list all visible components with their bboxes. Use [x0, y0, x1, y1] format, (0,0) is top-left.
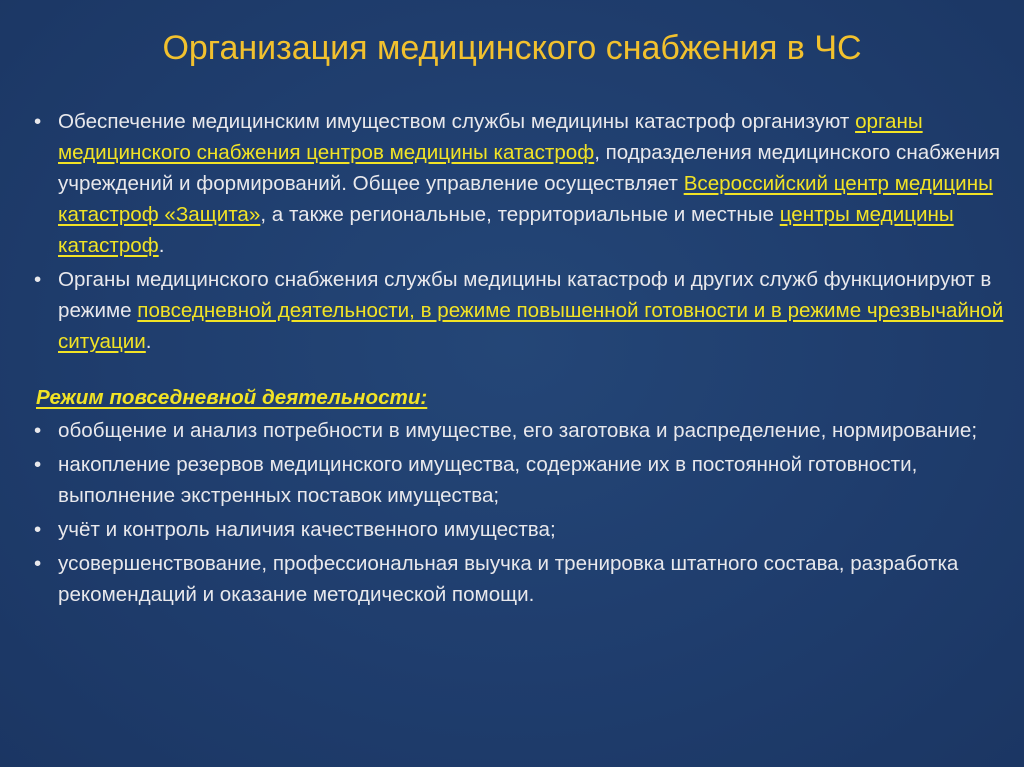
- list-item-text: обобщение и анализ потребности в имуществе, его заготовка и распределение, нормирование;: [58, 419, 978, 442]
- paragraph-text: Обеспечение медицинским имуществом службы медицины катастроф организуют: [58, 110, 856, 133]
- bullet-marker: •: [34, 419, 42, 442]
- bullet-marker: •: [34, 518, 42, 541]
- paragraph-text: , а также региональные, территориальные и местные: [260, 203, 780, 226]
- section-subheading: Режим повседневной деятельности:: [36, 386, 428, 409]
- paragraph-text: Органы медицинского снабжения службы медицины катастроф и других служб функционируют в режиме: [58, 268, 992, 322]
- bullet-paragraph-2: [30, 264, 1005, 357]
- list-item-text: учёт и контроль наличия качественного имущества;: [58, 518, 556, 541]
- list-item-text: накопление резервов медицинского имущества, содержание их в постоянной готовности, выполнение экстренных поставок имущества;: [58, 453, 918, 507]
- link-operating-modes[interactable]: повседневной деятельности, в режиме повышенной готовности и в режиме чрезвычайной ситуации: [58, 299, 1004, 353]
- list-item: [30, 548, 1005, 610]
- link-disaster-medicine-centers[interactable]: центры медицины катастроф: [58, 203, 954, 257]
- bullet-marker: •: [34, 453, 42, 476]
- bullet-marker: •: [34, 268, 42, 291]
- paragraph-text: , подразделения медицинского снабжения учреждений и формирований. Общее управление осуществляет: [58, 141, 1001, 195]
- slide-content: [30, 106, 1005, 610]
- bullet-paragraph-1: [30, 106, 1005, 261]
- list-item: [30, 449, 1005, 511]
- bullet-marker: •: [34, 552, 42, 575]
- paragraph-text: .: [145, 330, 152, 353]
- link-medical-supply-organs[interactable]: органы медицинского снабжения центров медицины катастроф: [58, 110, 923, 164]
- list-item: [30, 415, 1005, 446]
- list-item: [30, 514, 1005, 545]
- paragraph-text: .: [158, 234, 165, 257]
- link-all-russian-center-zashchita[interactable]: Всероссийский центр медицины катастроф «Защита»: [58, 172, 993, 226]
- bullet-marker: •: [34, 110, 42, 133]
- slide-title: Организация медицинского снабжения в ЧС: [162, 29, 862, 67]
- list-item-text: усовершенствование, профессиональная выучка и тренировка штатного состава, разработка рекомендаций и оказание методической помощи.: [58, 552, 959, 606]
